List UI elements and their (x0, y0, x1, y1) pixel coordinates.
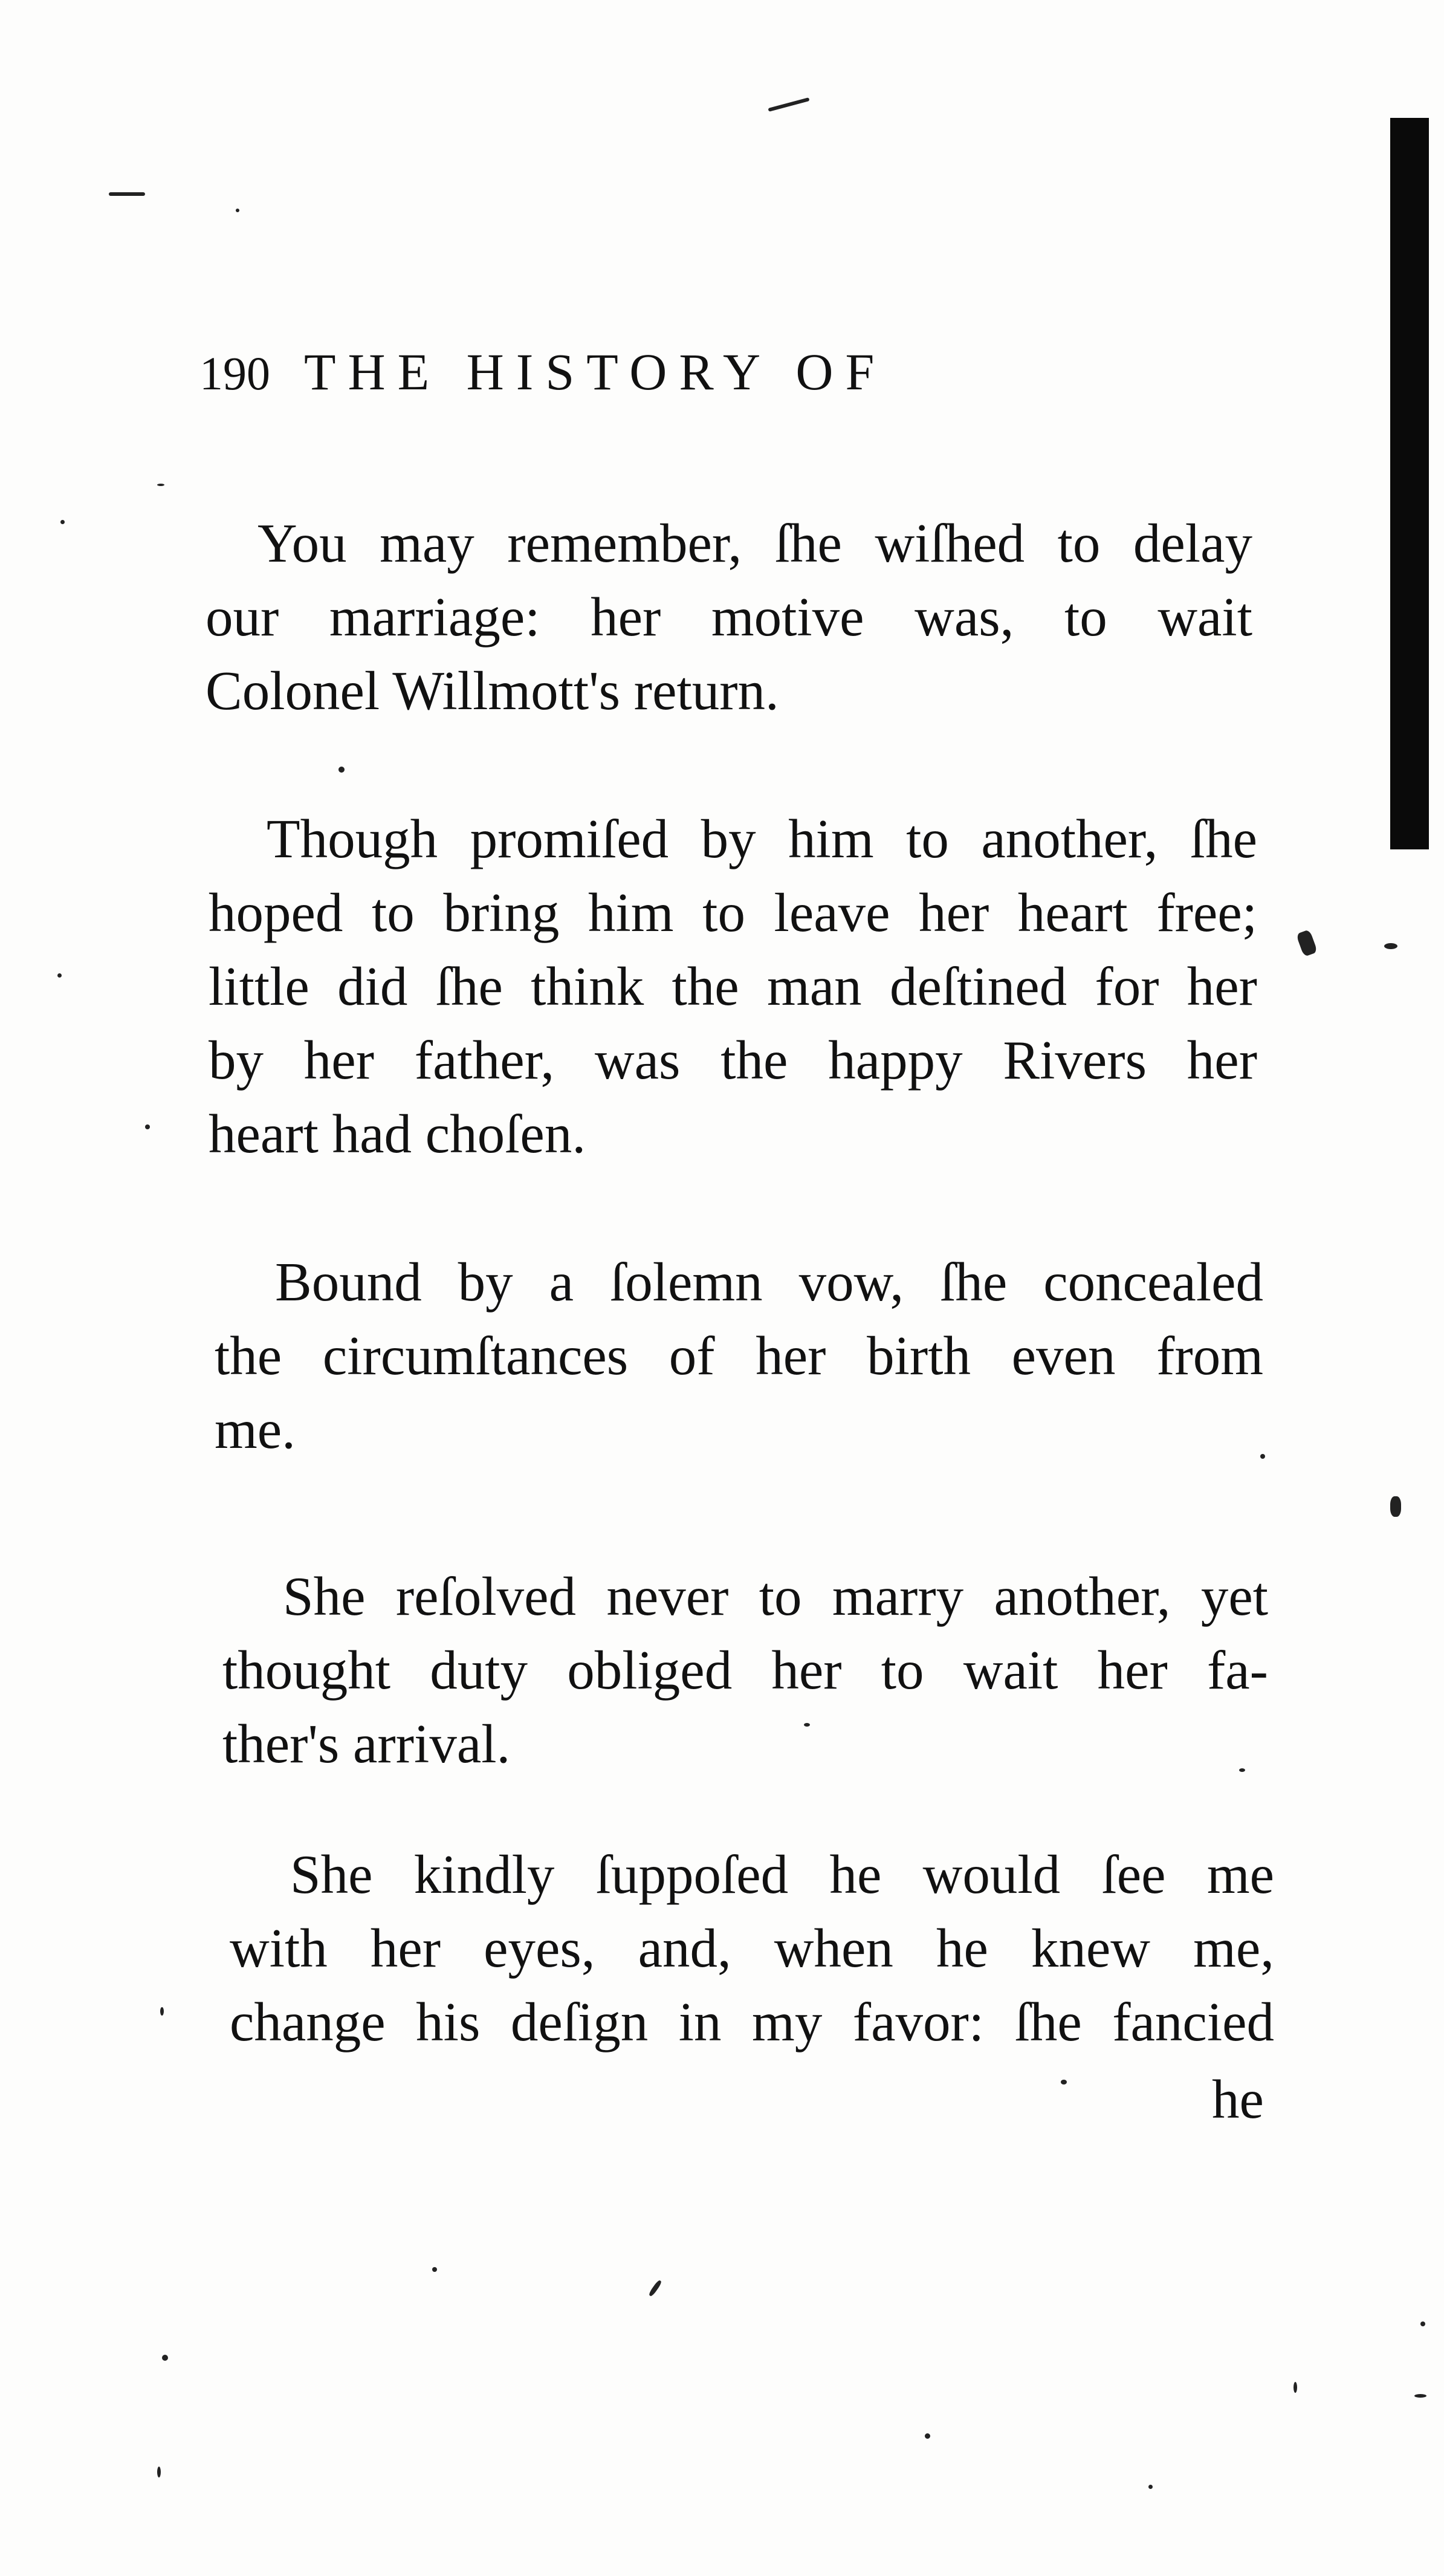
text-line: by her father, was the happy Rivers her (209, 1030, 1257, 1091)
scan-speck (1296, 929, 1318, 957)
text-line: Colonel Willmott's return. (206, 660, 779, 721)
scan-speck (60, 520, 65, 524)
text-line: She reſolved never to marry another, yet (283, 1566, 1268, 1627)
paragraph-4 (222, 1560, 1268, 1781)
text-line: thought duty obliged her to wait her fa- (222, 1640, 1268, 1701)
scan-speck (1414, 2394, 1426, 2398)
scan-speck (338, 767, 345, 773)
scan-speck (1061, 2080, 1067, 2084)
scan-speck (1420, 2321, 1425, 2326)
scan-speck (768, 97, 809, 112)
text-line: Bound by a ſolemn vow, ſhe concealed (275, 1251, 1263, 1312)
text-line: You may remember, ſhe wiſhed to delay (257, 513, 1252, 574)
text-line: She kindly ſuppoſed he would ſee me (290, 1844, 1274, 1905)
scan-speck (648, 2279, 662, 2297)
scan-speck (1239, 1768, 1245, 1772)
paragraph-2 (209, 802, 1257, 1171)
scan-speck (145, 1124, 150, 1129)
scan-speck (157, 484, 164, 486)
text-line: ther's arrival. (222, 1713, 511, 1774)
scan-speck (432, 2267, 437, 2272)
running-title: THE HISTORY OF (304, 343, 887, 401)
text-line: little did ſhe think the man deſtined for her (209, 956, 1257, 1017)
text-line: heart had choſen. (209, 1103, 586, 1164)
catchword: he (1212, 2069, 1264, 2130)
paragraph-3 (215, 1245, 1263, 1467)
scan-speck (1293, 2382, 1297, 2393)
scan-speck (1384, 943, 1397, 949)
running-header (199, 342, 886, 402)
scan-speck (1260, 1454, 1265, 1459)
scan-speck (1390, 1496, 1401, 1517)
scan-speck (109, 192, 145, 196)
scan-speck (160, 2007, 164, 2016)
scan-speck (162, 2355, 168, 2361)
text-line: the circumſtances of her birth even from (215, 1325, 1263, 1386)
scan-speck (236, 209, 239, 212)
scan-speck (57, 973, 62, 978)
text-line: with her eyes, and, when he knew me, (230, 1918, 1274, 1979)
scan-speck (1148, 2485, 1153, 2489)
scan-speck (157, 2467, 161, 2477)
scan-edge-bar (1390, 118, 1429, 849)
paragraph-1 (206, 507, 1252, 728)
text-line: Though promiſed by him to another, ſhe (267, 808, 1257, 869)
paragraph-5 (230, 1838, 1274, 2059)
text-line: me. (215, 1399, 296, 1460)
scan-speck (925, 2433, 930, 2439)
text-line: our marriage: her motive was, to wait (206, 586, 1252, 647)
text-line: hoped to bring him to leave her heart free; (209, 882, 1257, 943)
scan-speck (804, 1723, 810, 1727)
page-number: 190 (199, 347, 270, 400)
text-line: change his deſign in my favor: ſhe fancied (230, 1991, 1274, 2052)
